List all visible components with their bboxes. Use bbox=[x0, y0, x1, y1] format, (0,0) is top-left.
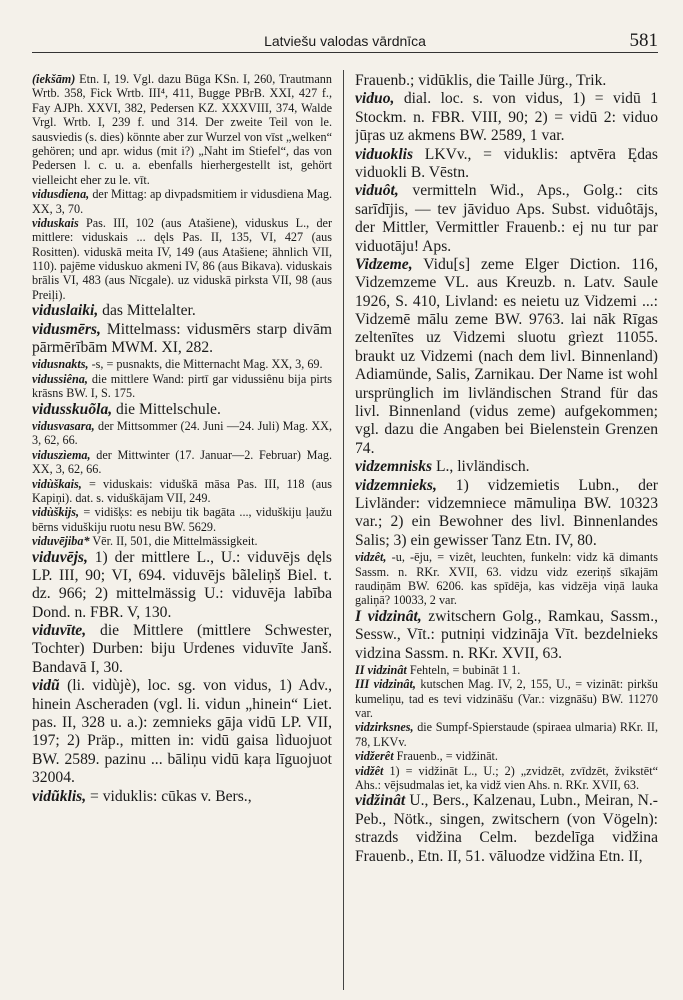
entry-headword: vidusvasara, bbox=[32, 418, 95, 433]
entry-definition: U., Bers., Kalzenau, Lubn., Meiran, N.-Peb., Nötk., singen, zwitschern (von Vögeln): strazds vidžina Celm. bezdelīga vidžina Frauenb., Etn. II, 51. vāluodze vidžina Etn. II, bbox=[355, 792, 658, 865]
entry-headword: III vidzinât, bbox=[355, 677, 416, 692]
entry-definition: 1) vidzemietis Lubn., der Livländer: vidzemniece māmuliņa BW. 10323 var.; 2) ein Bewohner des livl. Binnenlandes Salis; 3) ein gewisser Tanz Etn. IV, 80. bbox=[355, 476, 658, 549]
entry-headword: viduslaiki, bbox=[32, 302, 99, 320]
entry-definition: Frauenb.; vidūklis, die Taille Jürg., Trik. bbox=[355, 72, 607, 89]
entry-definition: kutschen Mag. IV, 2, 155, U., = vizināt: pirkšu kumeliņu, tad es tevi vidzināšu (Var.: vizgnāšu) BW. 11270 var. bbox=[355, 677, 658, 721]
dictionary-entry bbox=[355, 550, 658, 608]
dictionary-entry bbox=[32, 505, 332, 534]
entry-headword: viduôt, bbox=[355, 182, 399, 200]
entry-headword: I vidzinât, bbox=[355, 607, 422, 625]
dictionary-entry bbox=[355, 256, 658, 458]
entry-definition: der Mittsommer (24. Juni —24. Juli) Mag. XX, 3, 62, 66. bbox=[32, 418, 332, 448]
entry-definition: die mittlere Wand: pirtī gar vidussiênu bija pirts krāsns BW. I, S. 175. bbox=[32, 371, 332, 401]
dictionary-entry bbox=[355, 663, 658, 677]
dictionary-entry bbox=[32, 549, 332, 623]
entry-headword: Vidzeme, bbox=[355, 255, 413, 273]
dictionary-entry bbox=[32, 622, 332, 677]
entry-definition: = viduklis: cūkas v. Bers., bbox=[86, 787, 252, 805]
entry-definition: Frauenb., = vidžināt. bbox=[393, 749, 498, 764]
dictionary-entry bbox=[355, 749, 658, 763]
dictionary-entry bbox=[355, 792, 658, 866]
dictionary-entry bbox=[32, 419, 332, 448]
entry-headword: vidùškijs, bbox=[32, 505, 80, 520]
entry-headword: vidzemnisks bbox=[355, 458, 433, 476]
dictionary-entry bbox=[355, 72, 658, 90]
entry-headword: vidùškais, bbox=[32, 476, 82, 491]
dictionary-entry bbox=[32, 477, 332, 506]
entry-headword: viduvējs, bbox=[32, 548, 88, 566]
entry-definition: die Mittlere (mittlere Schwester, Tochter) Durben: biju Urdenes viduvīte Janš. Bandavā I, 30. bbox=[32, 622, 332, 676]
dictionary-entry bbox=[32, 72, 332, 187]
dictionary-entry bbox=[355, 182, 658, 256]
entry-definition: Fehteln, = bubināt 1 1. bbox=[406, 662, 521, 677]
dictionary-entry bbox=[32, 788, 332, 806]
entry-definition: (li. vidùjè), loc. sg. von vidus, 1) Adv., hinein Ascheraden (vgl. li. vidun „hinein“ Liet. pas. II, 328 u. a.): zemnieks gāja vidū LP. VII, 197; 2) Präp., mitten in: vidū gaisa lìduojuot BW. 2589. pazinu ... bāliņu vidū kaŗa līguojuot 32004. bbox=[32, 677, 332, 787]
entry-definition: = vidišķs: es nebiju tik bagāta ..., viduškiju ļaužu bērns viduškiju ruotu nesu BW. 5629. bbox=[32, 505, 332, 534]
dictionary-entry bbox=[32, 216, 332, 302]
dictionary-entry bbox=[32, 448, 332, 477]
entry-definition: zwitschern Golg., Ramkau, Sassm., Sessw., Vīt.: putniņi vidzināja Vīt. bezdelnieks vidzina Sassm. n. RKr. XVII, 63. bbox=[355, 607, 658, 662]
dictionary-entry bbox=[32, 357, 332, 371]
entry-headword: vidžerêt bbox=[355, 749, 394, 764]
page-number: 581 bbox=[629, 30, 658, 51]
entry-headword: vidzemnieks, bbox=[355, 476, 437, 494]
page-header bbox=[32, 30, 658, 53]
entry-definition: L., livländisch. bbox=[432, 458, 530, 476]
entry-headword: (iekšām) bbox=[32, 72, 76, 86]
entry-headword: vidũ bbox=[32, 677, 60, 695]
dictionary-entry bbox=[32, 321, 332, 358]
dictionary-entry bbox=[355, 477, 658, 551]
entry-headword: vidũklis, bbox=[32, 787, 87, 805]
entry-definition: = viduskais: viduškā māsa Pas. III, 118 (aus Kapiņi). dat. s. viduškājam VII, 249. bbox=[32, 476, 332, 505]
entry-definition: vermitteln Wid., Aps., Golg.: cits sarīdījis, — tev jāviduo Aps. Subst. viduôtājs, der Mittler, Vermittler Frauenb.: ej nu tur par viduotāju! Aps. bbox=[355, 182, 658, 255]
entry-definition: LKVv., = viduklis: aptvēra Ędas viduokli B. Vēstn. bbox=[355, 145, 658, 181]
entry-definition: Etn. I, 19. Vgl. dazu Būga KSn. I, 260, Trautmann Wrtb. 358, Fick Wrtb. III⁴, 411, Bugge PBrB. XXI, 427 f., Fay AJPh. XXVI, 382, Pedersen KZ. XXXVIII, 374, Walde Vrgl. Wrtb. I, 239 f. und 314. Der zweite Teil von le. sausviedis (s. dies) könnte aber zur Wurzel von vīst „welken“ gehören; und apr. widus (mit i?) „Naht im Stiefel“, das von Pedersen l. c. u. a. ebenfalls hierhergestellt ist, gehört vielleicht eher zu le. vīt. bbox=[32, 72, 332, 187]
entry-definition: die Sumpf-Spierstaude (spiraea ulmaria) RKr. II, 78, LKVv. bbox=[355, 720, 658, 749]
entry-headword: viduszìema, bbox=[32, 447, 91, 462]
dictionary-entry bbox=[32, 677, 332, 787]
entry-definition: Mittelmass: vidusmērs starp divām pārmērībām MWM. XI, 282. bbox=[32, 320, 332, 357]
dictionary-entry bbox=[32, 401, 332, 419]
dictionary-entry bbox=[32, 534, 332, 548]
entry-definition: -s, = pusnakts, die Mitternacht Mag. XX, 3, 69. bbox=[88, 357, 323, 372]
entry-headword: viduo, bbox=[355, 90, 395, 108]
dictionary-entry bbox=[32, 372, 332, 401]
entry-definition: Vēr. II, 501, die Mittelmässigkeit. bbox=[89, 534, 258, 549]
entry-headword: vidzêt, bbox=[355, 550, 387, 565]
entry-definition: Pas. III, 102 (aus Atašiene), viduskus L., der mittlere: viduskais ... dęls Pas. II, 135, VI, 427 (aus Rositten). viduskā meita IV, 149 (aus Atašiene; ähnlich VII, 110). pajēme viduskuo akmeni IV, 86 (aus Bikava). viduskais brālis VI, 483 (aus Nīcgale). uz viduskā pirksta VII, 98 (aus Preiļi). bbox=[32, 215, 332, 302]
dictionary-entry bbox=[32, 187, 332, 216]
entry-headword: II vidzinât bbox=[355, 662, 407, 677]
entry-headword: viduvējiba* bbox=[32, 534, 90, 549]
column-divider bbox=[343, 70, 344, 990]
entry-headword: vidžêt bbox=[355, 763, 384, 778]
right-column bbox=[355, 72, 658, 990]
entry-definition: 1) der mittlere L., U.: viduvējs dęls LP. III, 90; VI, 694. viduvējs bãleliņš Biel. t. dz. 966; 2) mittelmässig U.: viduvēja labība Dond. n. FBR. V, 130. bbox=[32, 548, 332, 621]
entry-headword: vidusnakts, bbox=[32, 357, 89, 372]
entry-headword: viduvīte, bbox=[32, 622, 87, 640]
left-column bbox=[32, 72, 332, 990]
dictionary-entry bbox=[355, 90, 658, 145]
entry-definition: das Mittelalter. bbox=[98, 302, 196, 320]
dictionary-entry bbox=[355, 720, 658, 749]
dictionary-entry bbox=[355, 677, 658, 720]
dictionary-entry bbox=[32, 302, 332, 320]
dictionary-entry bbox=[355, 458, 658, 476]
entry-definition: -u, -ēju, = vizêt, leuchten, funkeln: vidz kā dimants Sassm. n. RKr. XVII, 63. vidzu vidz ezeriņš sīkajām raudiņām BW. 6206. kas spīdēja, kas vidzēja viņā lauka galiņā? 10033, 2 var. bbox=[355, 550, 658, 608]
entry-definition: der Mittwinter (17. Januar—2. Februar) Mag. XX, 3, 62, 66. bbox=[32, 447, 332, 477]
page-title: Latviešu valodas vārdnīca bbox=[264, 33, 426, 49]
entry-definition: die Mittelschule. bbox=[112, 400, 221, 418]
dictionary-entry bbox=[355, 608, 658, 663]
entry-headword: vidusmērs, bbox=[32, 320, 101, 338]
dictionary-entry bbox=[355, 146, 658, 183]
entry-definition: dial. loc. s. von vidus, 1) = vidū 1 Stockm. n. FBR. VIII, 90; 2) = vidū 2: viduo jūŗas uz akmens BW. 2589, 1 var. bbox=[355, 90, 658, 145]
entry-definition: der Mittag: ap divpadsmitiem ir vidusdiena Mag. XX, 3, 70. bbox=[32, 187, 332, 216]
dictionary-entry bbox=[355, 764, 658, 793]
entry-headword: viduskais bbox=[32, 215, 79, 230]
entry-headword: vidusdiena, bbox=[32, 187, 90, 202]
entry-headword: vidzirksnes, bbox=[355, 720, 414, 735]
entry-headword: vidusskuõla, bbox=[32, 400, 113, 418]
entry-definition: Vidu[s] zeme Elger Diction. 116, Vidzemzeme VL. aus Kreuzb. n. Latv. Saule 1926, S. 410, Livland: es neietu uz Vidzemi ...: Vidzemē mālu zeme BW. 9763. lai nāk Rīgas zeltenītes uz Vidzemi sluotu grìezt 11055. braukt uz Vidzemi (nach dem livl. Binnenland) Adiamünde, Salis, Zarnikau. Der Name ist wohl ursprünglich im livländischen Strand für das livl. Binnenland (vidus zeme) aufgekommen; vgl. dazu die Angaben bei Bielenstein Grenzen 74. bbox=[355, 255, 658, 457]
entry-headword: vidussiêna, bbox=[32, 371, 88, 386]
entry-headword: viduoklis bbox=[355, 145, 414, 163]
entry-definition: 1) = vidžināt L., U.; 2) „zvidzēt, zvīdzēt, žvikstēt“ Ahs.: vējsudmalas iet, ka vidž vien Ahs. n. RKr. XVII, 63. bbox=[355, 763, 658, 793]
entry-headword: vidžinât bbox=[355, 792, 406, 810]
